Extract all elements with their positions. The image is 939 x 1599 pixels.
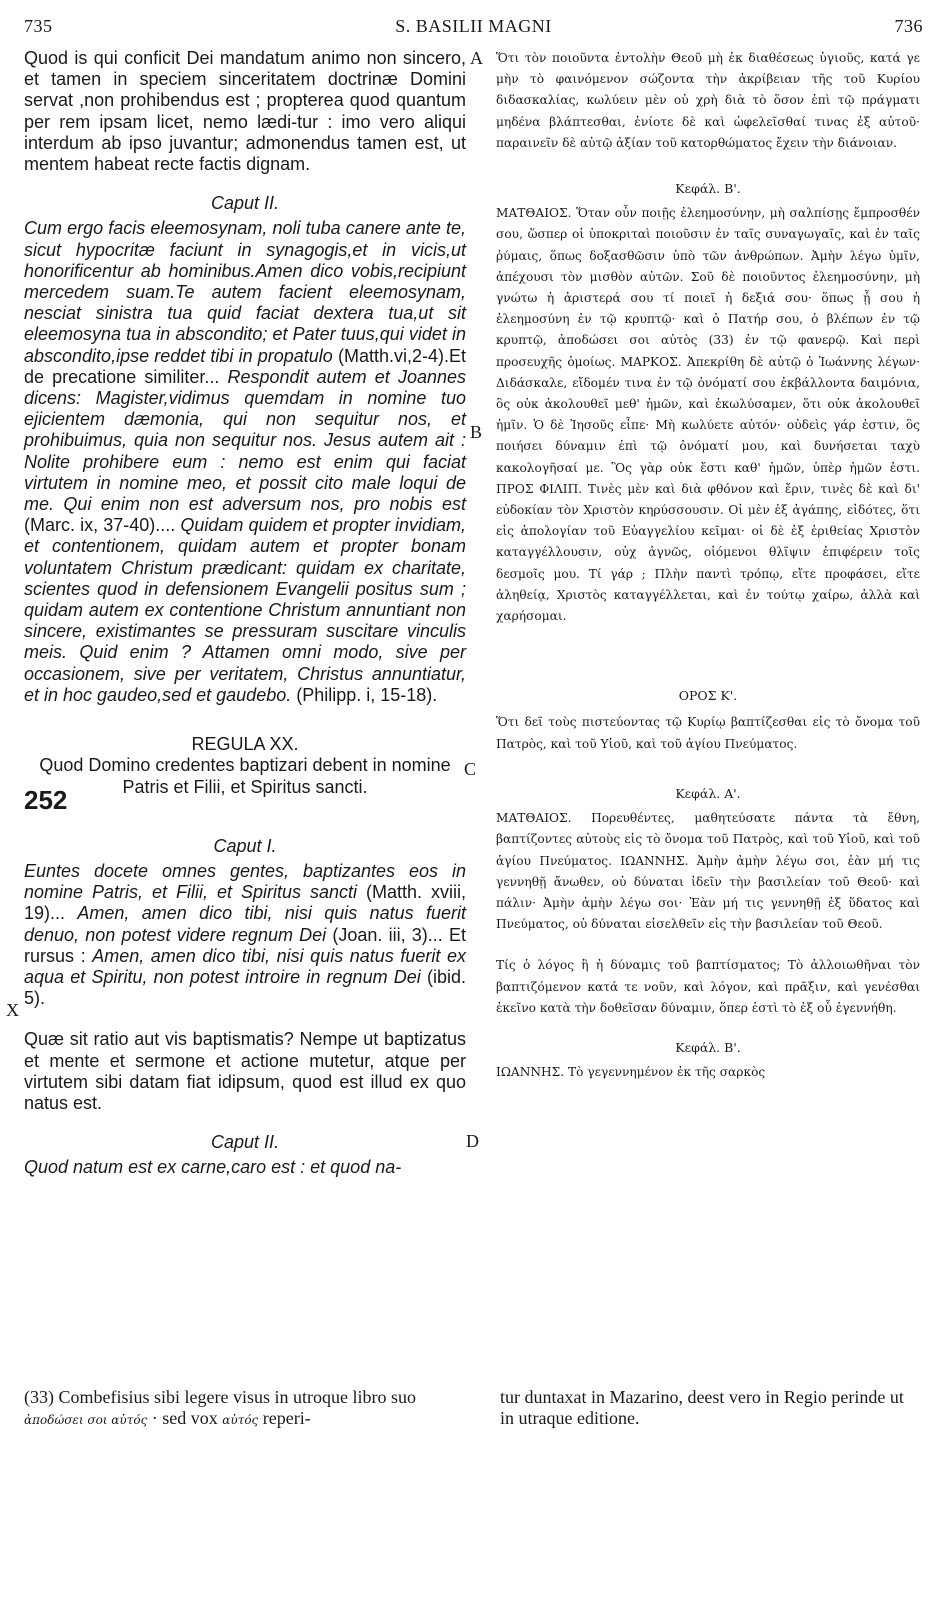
latin-quote-john-5: Amen, amen dico tibi, nisi quis natus fuerit ex aqua et Spiritu, non potest introire in regnum Dei xyxy=(24,945,467,987)
latin-caput-1-text xyxy=(24,861,466,1009)
latin-column xyxy=(24,48,466,1179)
footnote-text-b: · sed vox xyxy=(147,1408,223,1428)
running-head xyxy=(24,16,923,42)
latin-quote-john-3: Amen, amen dico tibi, nisi quis natus fuerit denuo, non potest videre regnum Dei xyxy=(24,903,466,945)
latin-ref-matthew-28: (Matth. xviii, 19)... xyxy=(24,882,466,924)
margin-letter-a: A xyxy=(470,48,483,68)
latin-regula-title: Quod Domino credentes baptizari debent in nomine Patris et Filii, et Spiritus sancti. xyxy=(39,755,451,797)
greek-column xyxy=(496,48,920,1083)
greek-intro: Ὅτι τὸν ποιοῦντα ἐντολὴν Θεοῦ μὴ ἐκ διαθέσεως ὑγιοῦς, κατά γε μὴν τὸ φαινόμενον σώζοντα τὴν ἀκρίβειαν τῆς τοῦ Κυρίου διδασκαλίας, κωλύειν μὲν οὐ χρὴ διὰ τὸ ὅσον ἐπὶ τῷ πράγματι μηδένα βλάπτεσθαι, ἐνίοτε δὲ καὶ ὠφελεῖσθαί τινας ἐξ αὐτοῦ· παραινεῖν δὲ αὐτῷ ἀξίαν τοῦ κατορθώματος ἔχειν τὴν διάνοιαν. xyxy=(496,51,920,150)
latin-quote-matthew-28: Euntes docete omnes gentes, baptizantes eos in nomine Patris, et Filii, et Spiritus sancti xyxy=(24,860,466,903)
footnote-right: tur duntaxat in Mazarino, deest vero in Regio perinde ut in utraque editione. xyxy=(500,1387,904,1428)
greek-oros-title: Ὅτι δεῖ τοὺς πιστεύοντας τῷ Κυρίῳ βαπτίζεσθαι εἰς τὸ ὄνομα τοῦ Πατρὸς, καὶ τοῦ Υἱοῦ, καὶ τοῦ ἁγίου Πνεύματος. xyxy=(496,715,920,751)
margin-letter-d: D xyxy=(466,1131,479,1151)
latin-caput-2-text xyxy=(24,218,466,706)
latin-intro: Quod is qui conficit Dei mandatum animo non sincero, et tamen in speciem sinceritatem doctrinæ Domini servat ,non prohibendus est ; propterea quod quantum per rem ipsam licet, nemo lædi-tur : imo vero aliqui interdum ab ipso juvantur; admonendus tamen est, ut mentem habeat recte factis dignam. xyxy=(24,48,466,175)
page-number-right: 736 xyxy=(894,16,923,36)
page-number-left: 735 xyxy=(24,16,53,36)
latin-baptism-ratio: Quæ sit ratio aut vis baptismatis? Nempe ut baptizatus et mente et sermone et actione mutetur, atque per virtutem sibi datam fiat idipsum, quod est illud ex quo natus est. xyxy=(24,1029,466,1113)
greek-oros-heading: ΟΡΟΣ Κ'. xyxy=(678,688,738,704)
latin-caput-1-heading: Caput I. xyxy=(213,835,277,856)
footnote-text-c: reperi- xyxy=(258,1408,311,1428)
latin-caput-2-heading: Caput II. xyxy=(210,193,280,214)
latin-quote-philippians: Quidam quidem et propter invidiam, et contentionem, quidam autem et propter bonam voluntatem Christum prædicant: quidam ex charitate, scientes quod in defensionem Evangelii positus sum ; quidam autem ex contentione Christum annuntiant non sincere, existimantes se pressuram suscitare vinculis meis. Quid enim ? Attamen omni modo, sive per occasionem, sive per veritatem, Christus annuntiatur, et in hoc gaudeo,sed et gaudebo. xyxy=(24,515,466,705)
footnote-greek-phrase: ἀποδώσει σοι αὐτός xyxy=(24,1413,148,1427)
greek-baptism-ratio: Τίς ὁ λόγος ἢ ἡ δύναμις τοῦ βαπτίσματος; Τὸ ἀλλοιωθῆναι τὸν βαπτιζόμενον κατά τε νοῦν, καὶ λόγον, καὶ πρᾶξιν, καὶ γενέσθαι ἐκεῖνο κατὰ τὴν δοθεῖσαν δύναμιν, ὅπερ ἐστὶ τὸ ἐξ οὗ ἐγεννήθη. xyxy=(496,958,920,1015)
footnote-text-a: (33) Combefisius sibi legere visus in utroque libro suo xyxy=(24,1387,416,1407)
greek-caput-1-text: ΜΑΤΘΑΙΟΣ. Πορευθέντες, μαθητεύσατε πάντα τὰ ἔθνη, βαπτίζοντες αὐτοὺς εἰς τὸ ὄνομα τοῦ Πατρὸς, καὶ τοῦ Υἱοῦ, καὶ τοῦ ἁγίου Πνεύματος. ΙΩΑΝΝΗΣ. Ἀμὴν ἀμὴν λέγω σοι, ἐὰν μή τις γεννηθῇ ἄνωθεν, οὐ δύναται ἰδεῖν τὴν βασιλείαν τοῦ Θεοῦ· καὶ πάλιν· Ἀμὴν ἀμὴν λέγω σοι· Ἐὰν μή τις γεννηθῇ ἐξ ὕδατος καὶ Πνεύματος, οὐ δύναται εἰσελθεῖν εἰς τὴν βασιλείαν τοῦ Θεοῦ. xyxy=(496,811,920,932)
greek-caput-2b-heading: Κεφάλ. Β'. xyxy=(675,1039,741,1055)
section-number: 252 xyxy=(24,785,68,815)
greek-caput-2-text: ΜΑΤΘΑΙΟΣ. Ὅταν οὖν ποιῇς ἐλεημοσύνην, μὴ σαλπίσῃς ἔμπροσθέν σου, ὥσπερ οἱ ὑποκριταὶ ποιοῦσιν ἐν ταῖς συναγωγαῖς, καὶ ἐν ταῖς ῥύμαις, ὅπως δοξασθῶσιν ὑπὸ τῶν ἀνθρώπων. Ἀμὴν λέγω ὑμῖν, ἀπέχουσι τὸν μισθὸν αὐτῶν. Σοῦ δὲ ποιοῦντος ἐλεημοσύνην, μὴ γνώτω ἡ ἀριστερά σου τί ποιεῖ ἡ δεξιά σου· ὅπως ᾖ σου ἡ ἐλεημοσύνη ἐν τῷ κρυπτῷ· καὶ ὁ Πατήρ σου, ὁ βλέπων ἐν τῷ κρυπτῷ, ἀποδώσει σοι αὐτὸς (33) ἐν τῷ φανερῷ. Καὶ περὶ προσευχῆς ὁμοίως. ΜΑΡΚΟΣ. Ἀπεκρίθη δὲ αὐτῷ ὁ Ἰωάννης λέγων· Διδάσκαλε, εἴδομέν τινα ἐν τῷ ὀνόματί σου ἐκβάλλοντα δαιμόνια, ὃς οὐκ ἀκολουθεῖ μεθ' ἡμῶν, καὶ ἐκωλύσαμεν, ὅτι οὐκ ἀκολουθεῖ ἡμῖν. Ὁ δὲ Ἰησοῦς εἶπε· Μὴ κωλύετε αὐτόν· οὐδεὶς γάρ ἐστιν, ὃς ποιήσει δύναμιν ἐπὶ τῷ ὀνόματί μου, καὶ δυνήσεται ταχὺ κακολογῆσαί με. Ὃς γὰρ οὐκ ἔστι καθ' ἡμῶν, ὑπὲρ ἡμῶν ἐστι. ΠΡΟΣ ΦΙΛΙΠ. Τινὲς μὲν καὶ διὰ φθόνον καὶ ἔριν, τινὲς δὲ καὶ δι' εὐδοκίαν τὸν Χριστὸν κηρύσσουσιν. Οἱ μὲν ἐξ ἀγάπης, εἰδότες, ὅτι εἰς ἀπολογίαν τοῦ Εὐαγγελίου κεῖμαι· οἱ δὲ ἐξ ἐριθείας Χριστὸν καταγγέλλουσιν, οὐχ ἁγνῶς, οἰόμενοι θλῖψιν ἐπιφέρειν τοῖς δεσμοῖς μου. Τί γάρ ; Πλὴν παντὶ τρόπῳ, εἴτε προφάσει, εἴτε ἀληθείᾳ, Χριστὸς καταγγέλλεται, καὶ ἐν τούτῳ χαίρω, ἀλλὰ καὶ χαρήσομαι. xyxy=(496,206,920,624)
margin-letter-x: X xyxy=(6,1000,19,1020)
greek-caput-1-heading: Κεφάλ. Α'. xyxy=(675,785,741,801)
footnote-greek-word: αὐτός xyxy=(222,1413,259,1427)
latin-ref-john-5: (ibid. 5). xyxy=(24,966,466,1009)
latin-regula-heading: REGULA XX. xyxy=(191,734,299,755)
greek-caput-2b-text: ΙΩΑΝΝΗΣ. Τὸ γεγεννημένον ἐκ τῆς σαρκὸς xyxy=(496,1065,766,1080)
latin-quote-mark: Respondit autem et Joannes dicens: Magister,vidimus quemdam in nomine tuo ejicientem dæmonia, qui non sequitur nos, et prohibuimus, quia non sequitur nos. Jesus autem ait : Nolite prohibere eum : nemo est enim qui faciat virtutem in nomine meo, et possit cito male loqui de me. Qui enim non est adversum nos, pro nobis est xyxy=(24,366,466,515)
margin-letter-b: B xyxy=(470,422,483,442)
latin-ref-mark: (Marc. ix, 37-40).... xyxy=(24,515,181,536)
running-title: S. BASILII MAGNI xyxy=(395,16,552,36)
latin-ref-matthew: (Matth.vi,2-4).Et de precatione similiter... xyxy=(24,345,466,387)
latin-ref-philippians: (Philipp. i, 15-18). xyxy=(291,684,438,705)
greek-caput-2-heading: Κεφάλ. Β'. xyxy=(675,181,741,197)
latin-quote-matthew: Cum ergo facis eleemosynam, noli tuba canere ante te, sicut hypocritæ faciunt in synagogis,et in vicis,ut honorificentur ab hominibus.Amen dico vobis,recipiunt mercedem suam.Te autem facient eleemosynam, nesciat sinistra tua quid faciat dextera tua,ut sit eleemosyna tua in abscondito; et Pater tuus,qui videt in abscondito,ipse reddet tibi in propatulo xyxy=(24,218,466,366)
footnote-left xyxy=(24,1387,464,1431)
margin-letter-c: C xyxy=(464,759,477,779)
latin-caput-2b-text: Quod natum est ex carne,caro est : et quod na- xyxy=(24,1157,402,1178)
latin-ref-john-3: (Joan. iii, 3)... Et rursus : xyxy=(24,924,466,966)
latin-caput-2b-heading: Caput II. xyxy=(210,1132,280,1153)
